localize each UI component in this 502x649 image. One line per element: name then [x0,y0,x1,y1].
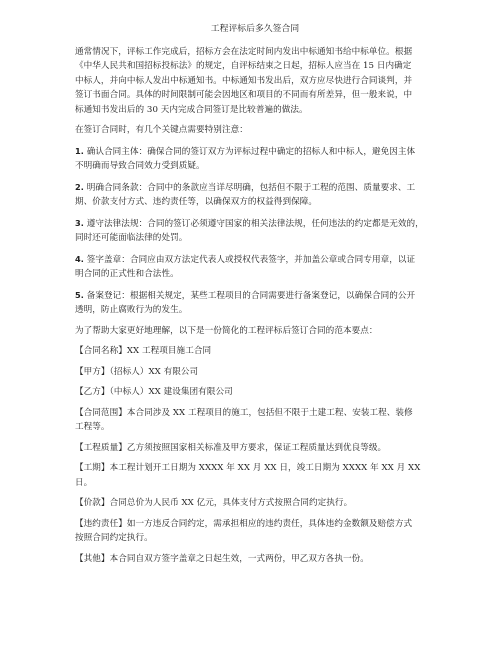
key-point-number: 2. [75,181,84,192]
liability-field: 【违约责任】如一方违反合同约定，需承担相应的违约责任，具体违约金数额及赔偿方式 按照合同约定执行。 [75,518,413,543]
key-point-text: 签字盖章：合同应由双方法定代表人或授权代表签字，并加盖公章或合同专用章，以证 明合同的正式性和合法性。 [75,254,416,279]
intro-paragraph: 通常情况下，评标工作完成后，招标方会在法定时间内发出中标通知书给中标单位。根据 《中华人民共和国招标投标法》的规定，自评标结束之日起，招标人应当在 15 日内确定 中标人，并向中标人发出中标通知书。中标通知书发出后，双方应尽快进行合同谈判，并 签订书面合同。具体的时间限制可能会因地区和项目的不同而有所差异，但一般来说，中 标通知书发出后的 30 天内完成合同签订是比较普遍的做法。 [75,46,413,115]
key-point-text: 明确合同条款：合同中的条款应当详尽明确，包括但不限于工程的范围、质量要求、工 期、价款支付方式、违约责任等，以确保双方的权益得到保障。 [75,182,416,207]
price-field: 【价款】合同总价为人民币 XX 亿元，具体支付方式按照合同约定执行。 [75,498,353,508]
party-a-field: 【甲方】（招标人）XX 有限公司 [75,366,199,377]
key-point-number: 5. [75,289,84,300]
party-b-field: 【乙方】（中标人）XX 建设集团有限公司 [75,387,233,397]
template-lead: 为了帮助大家更好地理解，以下是一份简化的工程评标后签订合同的范本要点： [75,325,378,336]
key-point-text: 遵守法律法规：合同的签订必须遵守国家的相关法律法规，任何违法的约定都是无效的， 同时还可能面临法律的处罚。 [75,218,424,243]
key-point-text: 备案登记：根据相关规定，某些工程项目的合同需要进行备案登记，以确保合同的公开 透明，防止腐败行为的发生。 [75,290,416,315]
key-points-lead: 在签订合同时，有几个关键点需要特别注意： [75,125,248,135]
key-point-1 [75,144,435,174]
key-point-number: 4. [75,253,84,264]
key-point-5 [75,288,435,318]
key-point-number: 3. [75,217,84,228]
key-point-text: 确认合同主体：确保合同的签订双方为评标过程中确定的招标人和中标人，避免因主体 不明确而导致合同效力受到质疑。 [75,146,416,171]
quality-field: 【工程质量】乙方须按照国家相关标准及甲方要求，保证工程质量达到优良等级。 [75,442,387,453]
contract-scope-field: 【合同范围】本合同涉及 XX 工程项目的施工，包括但不限于土建工程、安装工程、装修 工程等。 [75,407,413,432]
document-page [75,22,435,572]
document-title: 工程评标后多久签合同 [210,24,300,34]
key-point-number: 1. [75,145,84,156]
key-point-4 [75,252,435,282]
other-terms-field: 【其他】本合同自双方签字盖章之日起生效，一式两份，甲乙双方各执一份。 [75,553,369,564]
schedule-field: 【工期】本工程计划开工日期为 XXXX 年 XX 月 XX 日，竣工日期为 XXXX 年 XX 月 XX 日。 [75,463,421,488]
key-point-2 [75,180,435,210]
contract-name-field: 【合同名称】XX 工程项目施工合同 [75,346,212,356]
key-point-3 [75,216,435,246]
